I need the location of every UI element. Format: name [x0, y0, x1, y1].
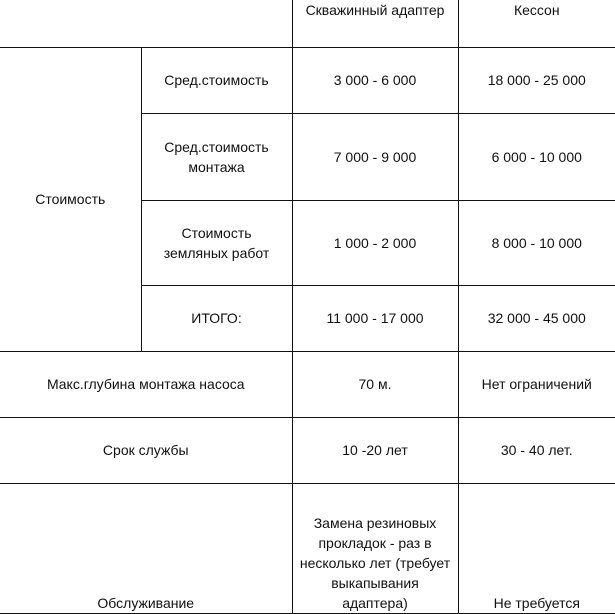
adapter-value: 7 000 - 9 000: [292, 113, 458, 200]
adapter-value: Замена резиновых прокладок - раз в несколько лет (требует выкапывания адаптера): [292, 483, 458, 613]
caisson-value: 30 - 40 лет.: [458, 417, 615, 483]
adapter-value: 10 -20 лет: [292, 417, 458, 483]
row-label: Сред.стоимость монтажа: [141, 113, 292, 200]
row-label: Стоимость земляных работ: [141, 200, 292, 285]
table-row: [0, 417, 615, 483]
caisson-value: 8 000 - 10 000: [458, 200, 615, 285]
table-row: [0, 47, 615, 113]
header-row: [0, 0, 615, 47]
table-row: [0, 351, 615, 417]
adapter-value: 70 м.: [292, 351, 458, 417]
header-adapter: Скважинный адаптер: [292, 0, 458, 47]
caisson-value: 6 000 - 10 000: [458, 113, 615, 200]
row-label: Макс.глубина монтажа насоса: [0, 351, 292, 417]
header-corner-cell: [0, 0, 292, 47]
caisson-value-total: 32 000 - 45 000: [458, 285, 615, 351]
caisson-value: Не требуется: [458, 483, 615, 613]
header-caisson: Кессон: [458, 0, 615, 47]
adapter-value: 1 000 - 2 000: [292, 200, 458, 285]
caisson-value: Нет ограничений: [458, 351, 615, 417]
cost-group-label: Стоимость: [0, 47, 141, 351]
caisson-value: 18 000 - 25 000: [458, 47, 615, 113]
row-label: Сред.стоимость: [141, 47, 292, 113]
row-label: Обслуживание: [0, 483, 292, 613]
row-label: Срок службы: [0, 417, 292, 483]
adapter-value: 3 000 - 6 000: [292, 47, 458, 113]
row-label-total: ИТОГО:: [141, 285, 292, 351]
adapter-value-total: 11 000 - 17 000: [292, 285, 458, 351]
table-row: [0, 483, 615, 613]
